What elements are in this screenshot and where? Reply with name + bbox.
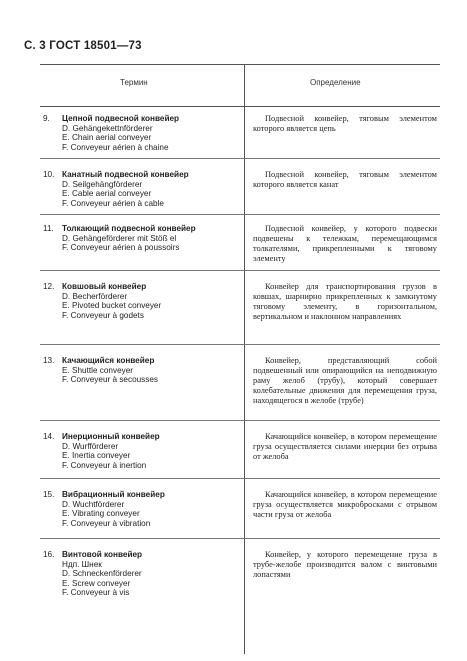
term-title: [43, 356, 241, 366]
term-name: Винтовой конвейер: [62, 550, 143, 559]
term-name: Вибрационный конвейер: [62, 490, 165, 499]
definition-cell: Конвейер, у которого перемещение груза в трубе-желобе производится валом с винтовыми лопастями: [253, 550, 437, 579]
term-cell: [43, 114, 241, 152]
term-name: Инерционный конвейер: [62, 432, 160, 441]
row-separator: [40, 270, 440, 271]
term-cell: [43, 282, 241, 320]
term-translation: F. Conveyeur aérien à poussoirs: [62, 243, 180, 253]
term-cell: [43, 550, 241, 598]
term-title: [43, 224, 241, 234]
term-translation: F. Conveyeur aérien à cable: [62, 198, 164, 208]
table-top-border: [40, 64, 440, 65]
page-header: С. 3 ГОСТ 18501—73: [24, 40, 142, 52]
definition-cell: Конвейер для транспортирования грузов в ковшах, шарнирно прикрепленных к замкнутому тяговому элементу, в горизонтальном, вертикальном и наклонном направлениях: [253, 282, 437, 321]
term-translation: D. Wuchtförderer: [62, 499, 125, 509]
term-translation: Ндп. Шнек: [62, 559, 102, 569]
term-cell: [43, 356, 241, 385]
term-translation: F. Conveyeur à inertion: [62, 460, 147, 470]
term-number: 16.: [43, 550, 55, 559]
term-name: Цепной подвесной конвейер: [62, 114, 180, 123]
column-header-definition: Определение: [310, 78, 361, 87]
row-separator: [40, 158, 440, 159]
term-translation: E. Screw conveyer: [62, 578, 131, 588]
term-name: Канатный подвесной конвейер: [62, 170, 189, 179]
term-title: [43, 490, 241, 500]
definition-cell: Качающийся конвейер, в котором перемещение груза осуществляется силами инерции без отрыва от желоба: [253, 432, 437, 461]
term-translation: E. Cable aerial conveyer: [62, 189, 152, 199]
term-cell: [43, 432, 241, 470]
term-translation: E. Shuttle conveyer: [62, 365, 133, 375]
definition-cell: Качающийся конвейер, в котором перемещение груза осуществляется микробросками с отрывом части груза от желоба: [253, 490, 437, 519]
column-header-term: Термин: [120, 78, 148, 87]
term-translation: F. Conveyeur à secousses: [62, 375, 159, 385]
term-translation: D. Schneckenförderer: [62, 569, 142, 579]
term-number: 14.: [43, 432, 55, 441]
row-separator: [40, 478, 440, 479]
term-translation: D. Becherförderer: [62, 291, 128, 301]
term-cell: [43, 170, 241, 208]
terms-table: [40, 64, 440, 654]
row-separator: [40, 420, 440, 421]
term-translation: F. Conveyeur à vis: [62, 588, 130, 598]
row-separator: [40, 538, 440, 539]
term-translation: E. Pivoted bucket conveyer: [62, 301, 162, 311]
term-title: [43, 550, 241, 560]
definition-cell: Подвесной конвейер, у которого подвески подвешены к тележкам, перемещающимся толкателями, прикрепленными к тяговому элементу: [253, 224, 437, 263]
term-title: [43, 432, 241, 442]
definition-cell: Подвесной конвейер, тяговым элементом которого является канат: [253, 170, 437, 189]
term-number: 13.: [43, 356, 55, 365]
term-name: Ковшовый конвейер: [62, 282, 147, 291]
term-translation: E. Chain aerial conveyer: [62, 133, 152, 143]
term-translation: D. Gehängeförderer mit Stöß el: [62, 233, 177, 243]
term-cell: [43, 490, 241, 528]
row-separator: [40, 344, 440, 345]
term-name: Толкающий подвесной конвейер: [62, 224, 196, 233]
term-translation: D. Gehängekettnförderer: [62, 123, 153, 133]
term-translation: D. Seilgehängförderer: [62, 179, 143, 189]
row-separator: [40, 214, 440, 215]
term-translation: F. Conveyeur à vibration: [62, 518, 151, 528]
table-header-border: [40, 106, 440, 107]
term-title: [43, 282, 241, 292]
definition-cell: Конвейер, представляющий собой подвешенный или опирающийся на неподвижную раму желоб (трубу), который совершает колебательные движения для перемещения груза, находящегося в желобе (трубе): [253, 356, 437, 405]
column-divider: [244, 64, 245, 654]
term-number: 9.: [43, 114, 50, 123]
term-translation: D. Wurfförderer: [62, 441, 119, 451]
term-number: 12.: [43, 282, 55, 291]
term-cell: [43, 224, 241, 253]
term-number: 15.: [43, 490, 55, 499]
term-translation: E. Inertia conveyer: [62, 451, 131, 461]
term-name: Качающийся конвейер: [62, 356, 155, 365]
term-title: [43, 114, 241, 124]
term-translation: F. Conveyeur à godets: [62, 310, 144, 320]
term-number: 11.: [43, 224, 54, 233]
term-title: [43, 170, 241, 180]
term-translation: F. Conveyeur aérien à chaine: [62, 142, 169, 152]
term-number: 10.: [43, 170, 55, 179]
definition-cell: Подвесной конвейер, тяговым элементом которого является цепь: [253, 114, 437, 133]
term-translation: E. Vibrating conveyer: [62, 509, 140, 519]
